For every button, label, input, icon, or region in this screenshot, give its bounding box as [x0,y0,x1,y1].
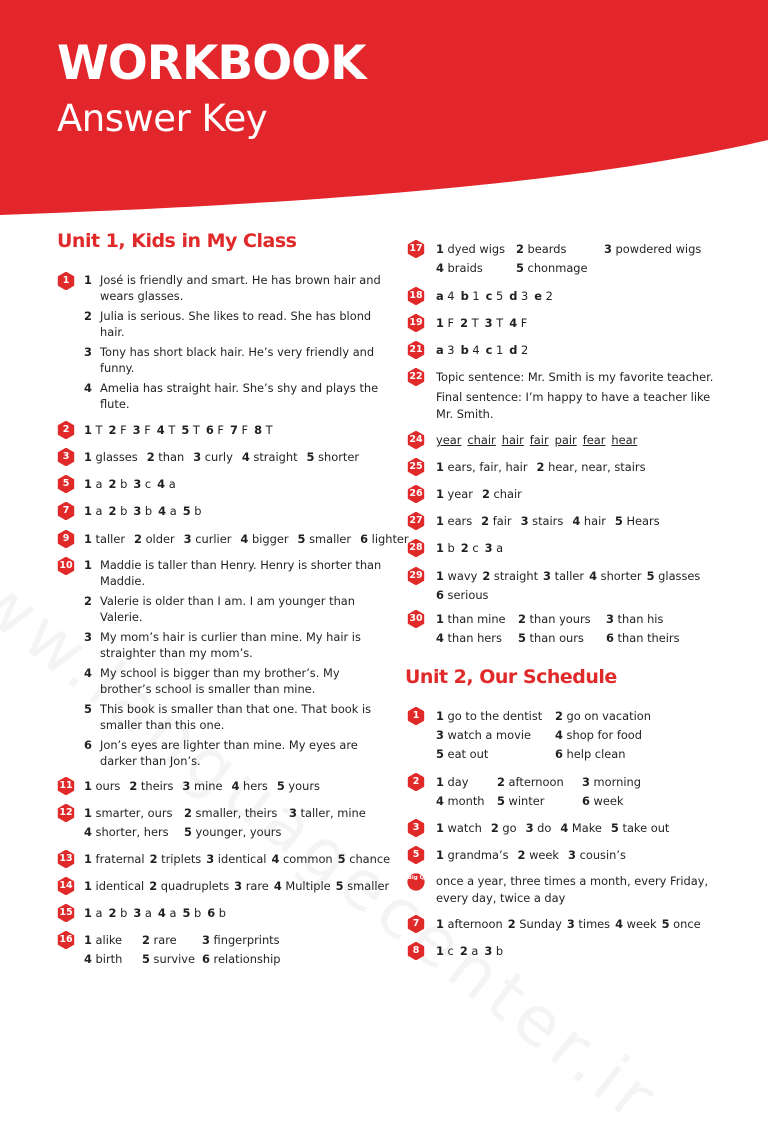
exercise-number-badge [57,931,75,949]
underlined-word: fear [582,433,606,447]
answer-item: 2 fair [481,514,512,528]
answer-item: 5 shorter [306,450,360,464]
exercise-2 [57,421,279,440]
answer-row [436,629,696,648]
answer-item: 3 morning [582,775,641,789]
exercise-number: 13 [59,853,73,864]
unit-2-exercise-3 [407,819,678,838]
answer-item: 4 than hers [436,631,502,645]
exercise-number-badge [407,915,425,933]
answer-item: 3 identical [206,852,267,866]
exercise-number: 22 [409,371,423,382]
answer-row [436,726,665,745]
exercise-number: 8 [412,945,420,956]
answer-item: 4 month [436,794,485,808]
exercise-28 [407,539,509,558]
answer-item: 3 taller, mine [289,806,366,820]
answer-item: 3 taller [543,569,585,583]
answer-item: 6 serious [436,588,489,602]
exercise-number-badge [407,942,425,960]
exercise-number: 17 [409,243,423,254]
exercise-number-badge [57,272,75,290]
answer-item: 5 younger, yours [184,825,282,839]
answer-item: c 1 [485,343,504,357]
answer-item: a 4 [436,289,455,303]
exercise-27 [407,512,669,531]
page-title: WORKBOOK [57,36,366,91]
exercise-21 [407,341,534,360]
exercise-14 [57,877,394,896]
exercise-number: 9 [62,533,70,544]
exercise-number: 1 [62,275,70,286]
answer-item: 5 glasses [646,569,701,583]
answer-item: 5 than ours [518,631,584,645]
answer-item: 4 straight [241,450,298,464]
answer-item: 5 smaller [335,879,390,893]
exercise-number-badge [407,314,425,332]
answer-item: 2 chair [481,487,522,501]
answer-item: 2 b [108,504,128,518]
exercise-number-badge [57,777,75,795]
answer-item: 1 b [436,541,455,555]
answer-sentence: 6 Jon’s eyes are lighter than mine. My eyes are darker than Jon’s. [84,738,358,768]
exercise-11 [57,777,329,796]
answer-item: 2 straight [482,569,539,583]
exercise-number-badge [57,904,75,922]
answer-item: 2 than [146,450,185,464]
exercise-9 [57,530,418,549]
answer-item: 2 week [517,848,560,862]
answer-item: 2 hear, near, stairs [536,460,646,474]
exercise-number-badge [407,846,425,864]
answer-item: 4 shop for food [555,728,642,742]
answer-sentence: 2 Valerie is older than I am. I am younger than Valerie. [84,594,355,624]
exercise-16 [57,931,292,969]
answer-item: 7 F [229,423,249,437]
exercise-number: 2 [412,776,420,787]
answer-row [84,950,292,969]
answer-item: 1 day [436,775,469,789]
answer-item: 3 powdered wigs [604,242,702,256]
answer-sentence: 1 José is friendly and smart. He has brown hair and wears glasses. [84,273,381,303]
answer-item: 2 c [460,541,479,555]
answer-item: 1 F [436,316,455,330]
answer-sentence: 1 Maddie is taller than Henry. Henry is shorter than Maddie. [84,558,382,588]
answer-item: 3 b [133,504,153,518]
answer-item: 4 common [271,852,333,866]
answer-item: 2 go [490,821,517,835]
answer-paragraph: Topic sentence: Mr. Smith is my favorite teacher. [436,370,714,384]
answer-row [436,792,672,811]
exercise-10 [57,557,387,773]
answer-item: 4 Multiple [273,879,331,893]
answer-item: 5 take out [610,821,670,835]
answer-item: 3 T [484,316,504,330]
answer-row [436,259,704,278]
answer-item: 3 c [133,477,152,491]
answer-row [436,773,672,792]
exercise-number: 25 [409,461,423,472]
answer-sentence: 4 My school is bigger than my brother’s. My brother’s school is smaller than mine. [84,666,340,696]
answer-row [436,586,705,605]
answer-item: 6 than theirs [606,631,680,645]
answer-item: 1 c [436,944,454,958]
answer-item: 6 relationship [202,952,281,966]
answer-item: 1 ears [436,514,473,528]
answer-item: 1 dyed wigs [436,242,506,256]
exercise-number: 7 [412,918,420,929]
answer-item: 2 rare [142,933,177,947]
exercise-17 [407,240,704,278]
answer-item: 1 watch [436,821,482,835]
header-banner [0,0,768,230]
exercise-number-badge [57,421,75,439]
answer-item: 2 than yours [518,612,591,626]
exercise-number-badge [407,368,425,386]
answer-item: 3 curlier [183,532,232,546]
answer-sentence: 2 Julia is serious. She likes to read. She has blond hair. [84,309,372,339]
unit-2-heading: Unit 2, Our Schedule [405,666,617,688]
answer-item: 5 T [181,423,200,437]
answer-item: d 3 [509,289,529,303]
exercise-15 [57,904,232,923]
unit-2-exercise-8 [407,942,509,961]
answer-item: b 4 [460,343,480,357]
answer-sentence: 5 This book is smaller than that one. That book is smaller than this one. [84,702,372,732]
answer-item: 1 T [84,423,103,437]
answer-item: 5 survive [142,952,196,966]
exercise-number: 21 [409,344,423,355]
answer-item: 3 a [484,541,504,555]
unit-2-exercise-7 [407,915,706,934]
answer-row [84,823,379,842]
exercise-number: 30 [409,613,423,624]
answer-item: 3 fingerprints [202,933,280,947]
answer-item: 4 T [156,423,176,437]
exercise-number: 19 [409,317,423,328]
unit-2-big-question [407,873,732,910]
answer-item: 3 b [484,944,504,958]
answer-item: 1 identical [84,879,145,893]
answer-item: d 2 [509,343,529,357]
answer-item: 4 hair [572,514,606,528]
exercise-30 [407,610,696,648]
answer-item: b 1 [460,289,480,303]
answer-item: 1 a [84,906,103,920]
exercise-24 [407,431,643,450]
answer-item: 1 go to the dentist [436,709,543,723]
exercise-number-badge [407,610,425,628]
answer-item: 1 year [436,487,473,501]
answer-item: 5 chance [337,852,391,866]
answer-item: 3 do [525,821,552,835]
answer-item: 3 rare [234,879,269,893]
exercise-number-badge [57,804,75,822]
underlined-word: fair [529,433,549,447]
answer-row [436,610,696,629]
answer-item: 5 yours [276,779,320,793]
exercise-number: 24 [409,434,423,445]
answer-item: 1 grandma’s [436,848,509,862]
big-question-badge: Big Q [407,873,425,891]
answer-item: 4 F [509,316,528,330]
answer-item: 4 bigger [240,532,289,546]
unit-2-exercise-2 [407,773,672,811]
exercise-number-badge [57,448,75,466]
page-subtitle: Answer Key [57,97,268,140]
exercise-number: 3 [412,822,420,833]
answer-item: 2 b [108,477,128,491]
answer-sentence: 3 Tony has short black hair. He’s very friendly and funny. [84,345,375,375]
exercise-number: 2 [62,424,70,435]
answer-item: 2 quadruplets [149,879,230,893]
exercise-26 [407,485,531,504]
exercise-number-badge [407,539,425,557]
answer-item: 1 afternoon [436,917,503,931]
unit-2-exercise-1 [407,707,665,764]
exercise-number-badge [407,458,425,476]
answer-row [436,567,705,586]
answer-item: 1 a [84,504,103,518]
exercise-number-badge [57,850,75,868]
exercise-number: 12 [59,807,73,818]
exercise-19 [407,314,533,333]
answer-item: 4 hers [231,779,268,793]
answer-item: 2 T [460,316,479,330]
exercise-number: 26 [409,488,423,499]
exercise-number: 5 [412,849,420,860]
unit-2-exercise-5 [407,846,635,865]
answer-item: 2 smaller, theirs [184,806,278,820]
answer-item: 8 T [254,423,273,437]
underlined-word: year [436,433,462,447]
exercise-number: 3 [62,451,70,462]
answer-item: 6 lighter [360,532,409,546]
answer-item: 4 shorter [589,569,642,583]
exercise-7 [57,502,207,521]
answer-item: 4 a [158,504,177,518]
answer-item: 1 ours [84,779,121,793]
answer-item: 5 b [182,504,202,518]
answer-item: 1 smarter, ours [84,806,173,820]
exercise-number: 15 [59,907,73,918]
exercise-29 [407,567,705,605]
answer-item: e 2 [534,289,553,303]
exercise-number-badge [407,240,425,258]
answer-item: 4 week [615,917,657,931]
underlined-word: hair [501,433,524,447]
exercise-number-badge [57,502,75,520]
answer-paragraph: Final sentence: I’m happy to have a teacher like Mr. Smith. [436,390,711,421]
answer-item: 1 than mine [436,612,506,626]
exercise-number: 7 [62,505,70,516]
exercise-25 [407,458,655,477]
answer-item: 4 Make [560,821,602,835]
answer-sentence: 3 My mom’s hair is curlier than mine. My hair is straighter than my mom’s. [84,630,361,660]
answer-item: 2 b [108,906,128,920]
answer-item: 2 afternoon [497,775,564,789]
answer-item: 1 fraternal [84,852,145,866]
answer-item: 4 birth [84,952,123,966]
exercise-number-badge [57,475,75,493]
answer-item: 5 chonmage [516,261,588,275]
exercise-number-badge [407,341,425,359]
underlined-word: chair [467,433,496,447]
answer-row [436,240,704,259]
exercise-22 [407,368,727,426]
answer-sentence: 4 Amelia has straight hair. She’s shy and plays the flute. [84,381,379,411]
answer-row [436,745,665,764]
answer-item: 5 Hears [614,514,660,528]
exercise-number-badge [407,707,425,725]
exercise-number-badge [407,485,425,503]
answer-row [84,804,379,823]
exercise-number-badge [407,287,425,305]
exercise-number: 18 [409,290,423,301]
answer-item: 2 older [134,532,175,546]
exercise-number: 10 [59,560,73,571]
exercise-5 [57,475,182,494]
answer-item: 3 than his [606,612,664,626]
answer-item: 4 a [157,477,176,491]
exercise-3 [57,448,368,467]
answer-item: 3 F [132,423,151,437]
answer-item: 4 shorter, hers [84,825,169,839]
answer-item: 6 week [582,794,624,808]
answer-item: c 5 [485,289,504,303]
answer-item: 3 times [566,917,611,931]
answer-item: 5 smaller [297,532,352,546]
exercise-number: 27 [409,515,423,526]
exercise-1 [57,272,387,416]
answer-item: 4 braids [436,261,483,275]
answer-item: 2 Sunday [507,917,562,931]
exercise-13 [57,850,395,869]
exercise-number: 16 [59,934,73,945]
exercise-number-badge [57,557,75,575]
answer-item: 1 taller [84,532,126,546]
exercise-number-badge [57,530,75,548]
exercise-number: 11 [59,780,73,791]
answer-row [436,707,665,726]
answer-item: 3 a [133,906,152,920]
answer-item: 2 go on vacation [555,709,651,723]
exercise-number-badge [407,431,425,449]
answer-item: 3 watch a movie [436,728,532,742]
exercise-number: 1 [412,710,420,721]
exercise-number-badge [57,877,75,895]
unit-1-heading: Unit 1, Kids in My Class [57,230,297,252]
exercise-number-badge [407,512,425,530]
answer-row [84,931,292,950]
answer-item: 5 eat out [436,747,489,761]
answer-item: 5 winter [497,794,545,808]
exercise-number: 5 [62,478,70,489]
exercise-18 [407,287,559,306]
answer-item: 6 F [205,423,224,437]
exercise-number: 14 [59,880,73,891]
answer-item: 2 theirs [129,779,174,793]
answer-item: 2 beards [516,242,567,256]
answer-item: 3 stairs [520,514,564,528]
exercise-number-badge [407,567,425,585]
answer-item: 3 curly [193,450,233,464]
answer-item: 1 a [84,477,103,491]
answer-item: 2 a [459,944,479,958]
answer-item: 1 ears, fair, hair [436,460,528,474]
answer-item: 2 triplets [149,852,202,866]
exercise-12 [57,804,379,842]
answer-item: 6 b [207,906,227,920]
answer-item: 4 a [157,906,177,920]
big-question-answer: once a year, three times a month, every Friday, every day, twice a day [436,874,709,905]
answer-item: 5 b [182,906,202,920]
answer-item: 3 cousin’s [568,848,626,862]
answer-item: 1 alike [84,933,123,947]
exercise-number-badge [407,773,425,791]
answer-item: a 3 [436,343,455,357]
answer-item: 5 once [661,917,701,931]
exercise-number: 28 [409,542,423,553]
answer-item: 1 glasses [84,450,138,464]
underlined-word: hear [611,433,638,447]
underlined-word: pair [554,433,577,447]
answer-item: 1 wavy [436,569,478,583]
exercise-number-badge [407,819,425,837]
exercise-number: 29 [409,570,423,581]
answer-item: 2 F [108,423,127,437]
answer-item: 3 mine [182,779,223,793]
answer-item: 6 help clean [555,747,626,761]
